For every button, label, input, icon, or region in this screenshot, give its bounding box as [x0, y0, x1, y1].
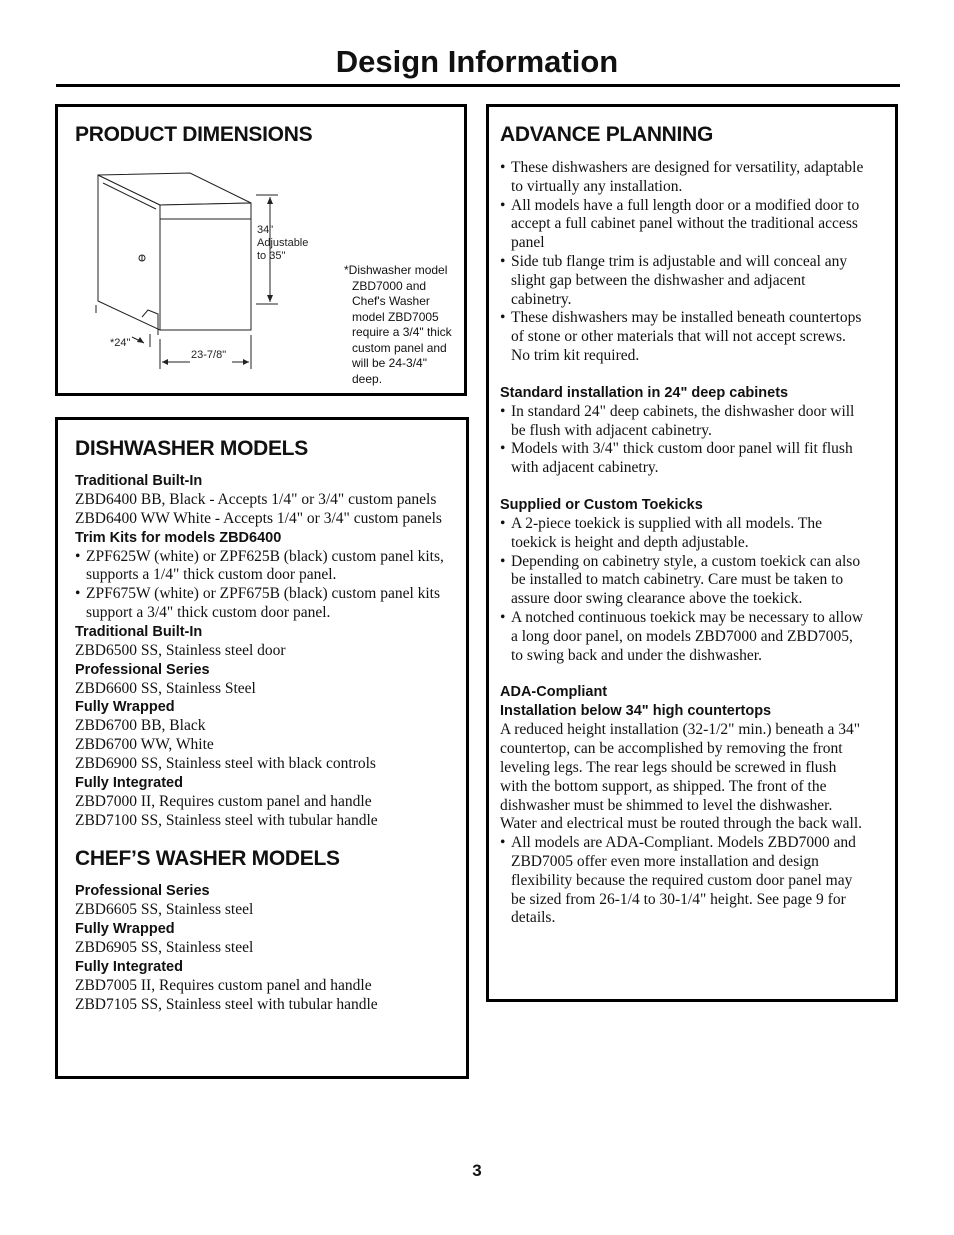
page-title: Design Information	[335, 44, 619, 79]
page-number: 3	[472, 1161, 482, 1180]
trim-kits-heading: Trim Kits for models ZBD6400	[75, 529, 282, 546]
toekicks-list	[500, 515, 866, 665]
fully-integrated-heading: Fully Integrated	[75, 774, 183, 791]
advance-planning-content	[500, 123, 866, 928]
list-item: • A 2-piece toekick is supplied with all models. The toekick is height and depth adjustable.	[500, 515, 866, 553]
model-line: ZBD7105 SS, Stainless steel with tubular handle	[75, 995, 378, 1013]
advance-planning-panel	[486, 104, 898, 1002]
model-line: ZBD7000 II, Requires custom panel and handle	[75, 792, 372, 810]
list-item: • Depending on cabinetry style, a custom toekick can also be installed to match cabinetry. Care must be taken to assure door swing clearance above the toekick.	[500, 553, 866, 609]
model-line: ZBD7005 II, Requires custom panel and handle	[75, 976, 372, 994]
fully-wrapped-heading: Fully Wrapped	[75, 699, 175, 716]
traditional-built-in-heading-2: Traditional Built-In	[75, 623, 203, 640]
title-rule	[56, 84, 900, 87]
chefs-professional-series-heading: Professional Series	[75, 883, 210, 900]
list-item: • Models with 3/4" thick custom door panel will fit flush with adjacent cabinetry.	[500, 440, 866, 478]
ada-compliant-heading: ADA-Compliant	[500, 684, 608, 701]
model-line: ZBD6400 WW White - Accepts 1/4" or 3/4" custom panels	[75, 509, 442, 527]
model-line: ZBD7100 SS, Stainless steel with tubular handle	[75, 811, 378, 829]
ada-installation-heading: Installation below 34" high countertops	[500, 703, 772, 720]
chefs-washer-models-heading: CHEF’S WASHER MODELS	[75, 847, 340, 871]
trim-kits-list	[75, 548, 447, 623]
product-dimensions-heading: PRODUCT DIMENSIONS	[75, 123, 313, 146]
ada-paragraph: A reduced height installation (32-1/2" min.) beneath a 34" countertop, can be accomplished by removing the front leveling legs. The rear legs should be screwed in flush with the bottom support, as shipped. The front of the dishwasher must be shimmed to level the dishwasher. Water and electrical must be routed through the back wall.	[500, 721, 863, 833]
dishwasher-models-panel	[55, 417, 469, 1079]
standard-installation-list	[500, 403, 866, 478]
model-line: ZBD6600 SS, Stainless Steel	[75, 679, 256, 697]
model-line: ZBD6700 WW, White	[75, 736, 214, 754]
dimension-footnote: *Dishwasher model ZBD7000 and Chef's Washer model ZBD7005 require a 3/4" thick custom panel and will be 24-3/4" deep.	[344, 263, 452, 386]
list-item: • These dishwashers are designed for versatility, adaptable to virtually any installation.	[500, 159, 866, 197]
list-item: • ZPF675W (white) or ZPF675B (black) custom panel kits support a 3/4" thick custom door panel.	[75, 585, 447, 623]
list-item: • These dishwashers may be installed beneath countertops of stone or other materials that will not accept screws. No trim kit required.	[500, 309, 866, 365]
traditional-built-in-heading: Traditional Built-In	[75, 473, 203, 489]
advance-planning-heading: ADVANCE PLANNING	[500, 123, 713, 146]
dishwasher-models-content	[75, 437, 447, 1015]
toekicks-heading: Supplied or Custom Toekicks	[500, 496, 703, 513]
depth-dimension-label: *24"	[110, 337, 131, 349]
list-item: • In standard 24" deep cabinets, the dishwasher door will be flush with adjacent cabinetry.	[500, 403, 866, 441]
chefs-fully-integrated-heading: Fully Integrated	[75, 958, 183, 975]
model-line: ZBD6500 SS, Stainless steel door	[75, 641, 286, 659]
model-line: ZBD6400 BB, Black - Accepts 1/4" or 3/4" custom panels	[75, 491, 437, 508]
standard-installation-heading: Standard installation in 24" deep cabinets	[500, 384, 789, 401]
model-line: ZBD6905 SS, Stainless steel	[75, 939, 254, 957]
chefs-fully-wrapped-heading: Fully Wrapped	[75, 921, 175, 938]
professional-series-heading: Professional Series	[75, 661, 210, 678]
list-item: • A notched continuous toekick may be necessary to allow a long door panel, on models ZBD7000 and ZBD7005, to swing back and under the dishwasher.	[500, 609, 866, 665]
model-line: ZBD6700 BB, Black	[75, 717, 206, 735]
advance-planning-list	[500, 159, 866, 366]
ada-list	[500, 834, 866, 928]
product-dimensions-panel	[55, 104, 467, 396]
width-dimension-label: 23-7/8"	[191, 349, 227, 361]
list-item: • Side tub flange trim is adjustable and will conceal any slight gap between the dishwasher and adjacent cabinetry.	[500, 253, 866, 309]
list-item: • All models have a full length door or a modified door to accept a full cabinet panel without the traditional access panel	[500, 197, 866, 253]
model-line: ZBD6605 SS, Stainless steel	[75, 901, 254, 919]
model-line: ZBD6900 SS, Stainless steel with black controls	[75, 754, 376, 772]
list-item: • All models are ADA-Compliant. Models ZBD7000 and ZBD7005 offer even more installation and design flexibility because the required custom door panel may be sized from 26-1/4 to 30-1/4" height. See page 9 for details.	[500, 834, 866, 928]
list-item: • ZPF625W (white) or ZPF625B (black) custom panel kits, supports a 1/4" thick custom door panel.	[75, 548, 447, 586]
dishwasher-models-heading: DISHWASHER MODELS	[75, 437, 308, 460]
height-dimension-label: 34" Adjustable to 35"	[257, 224, 309, 262]
